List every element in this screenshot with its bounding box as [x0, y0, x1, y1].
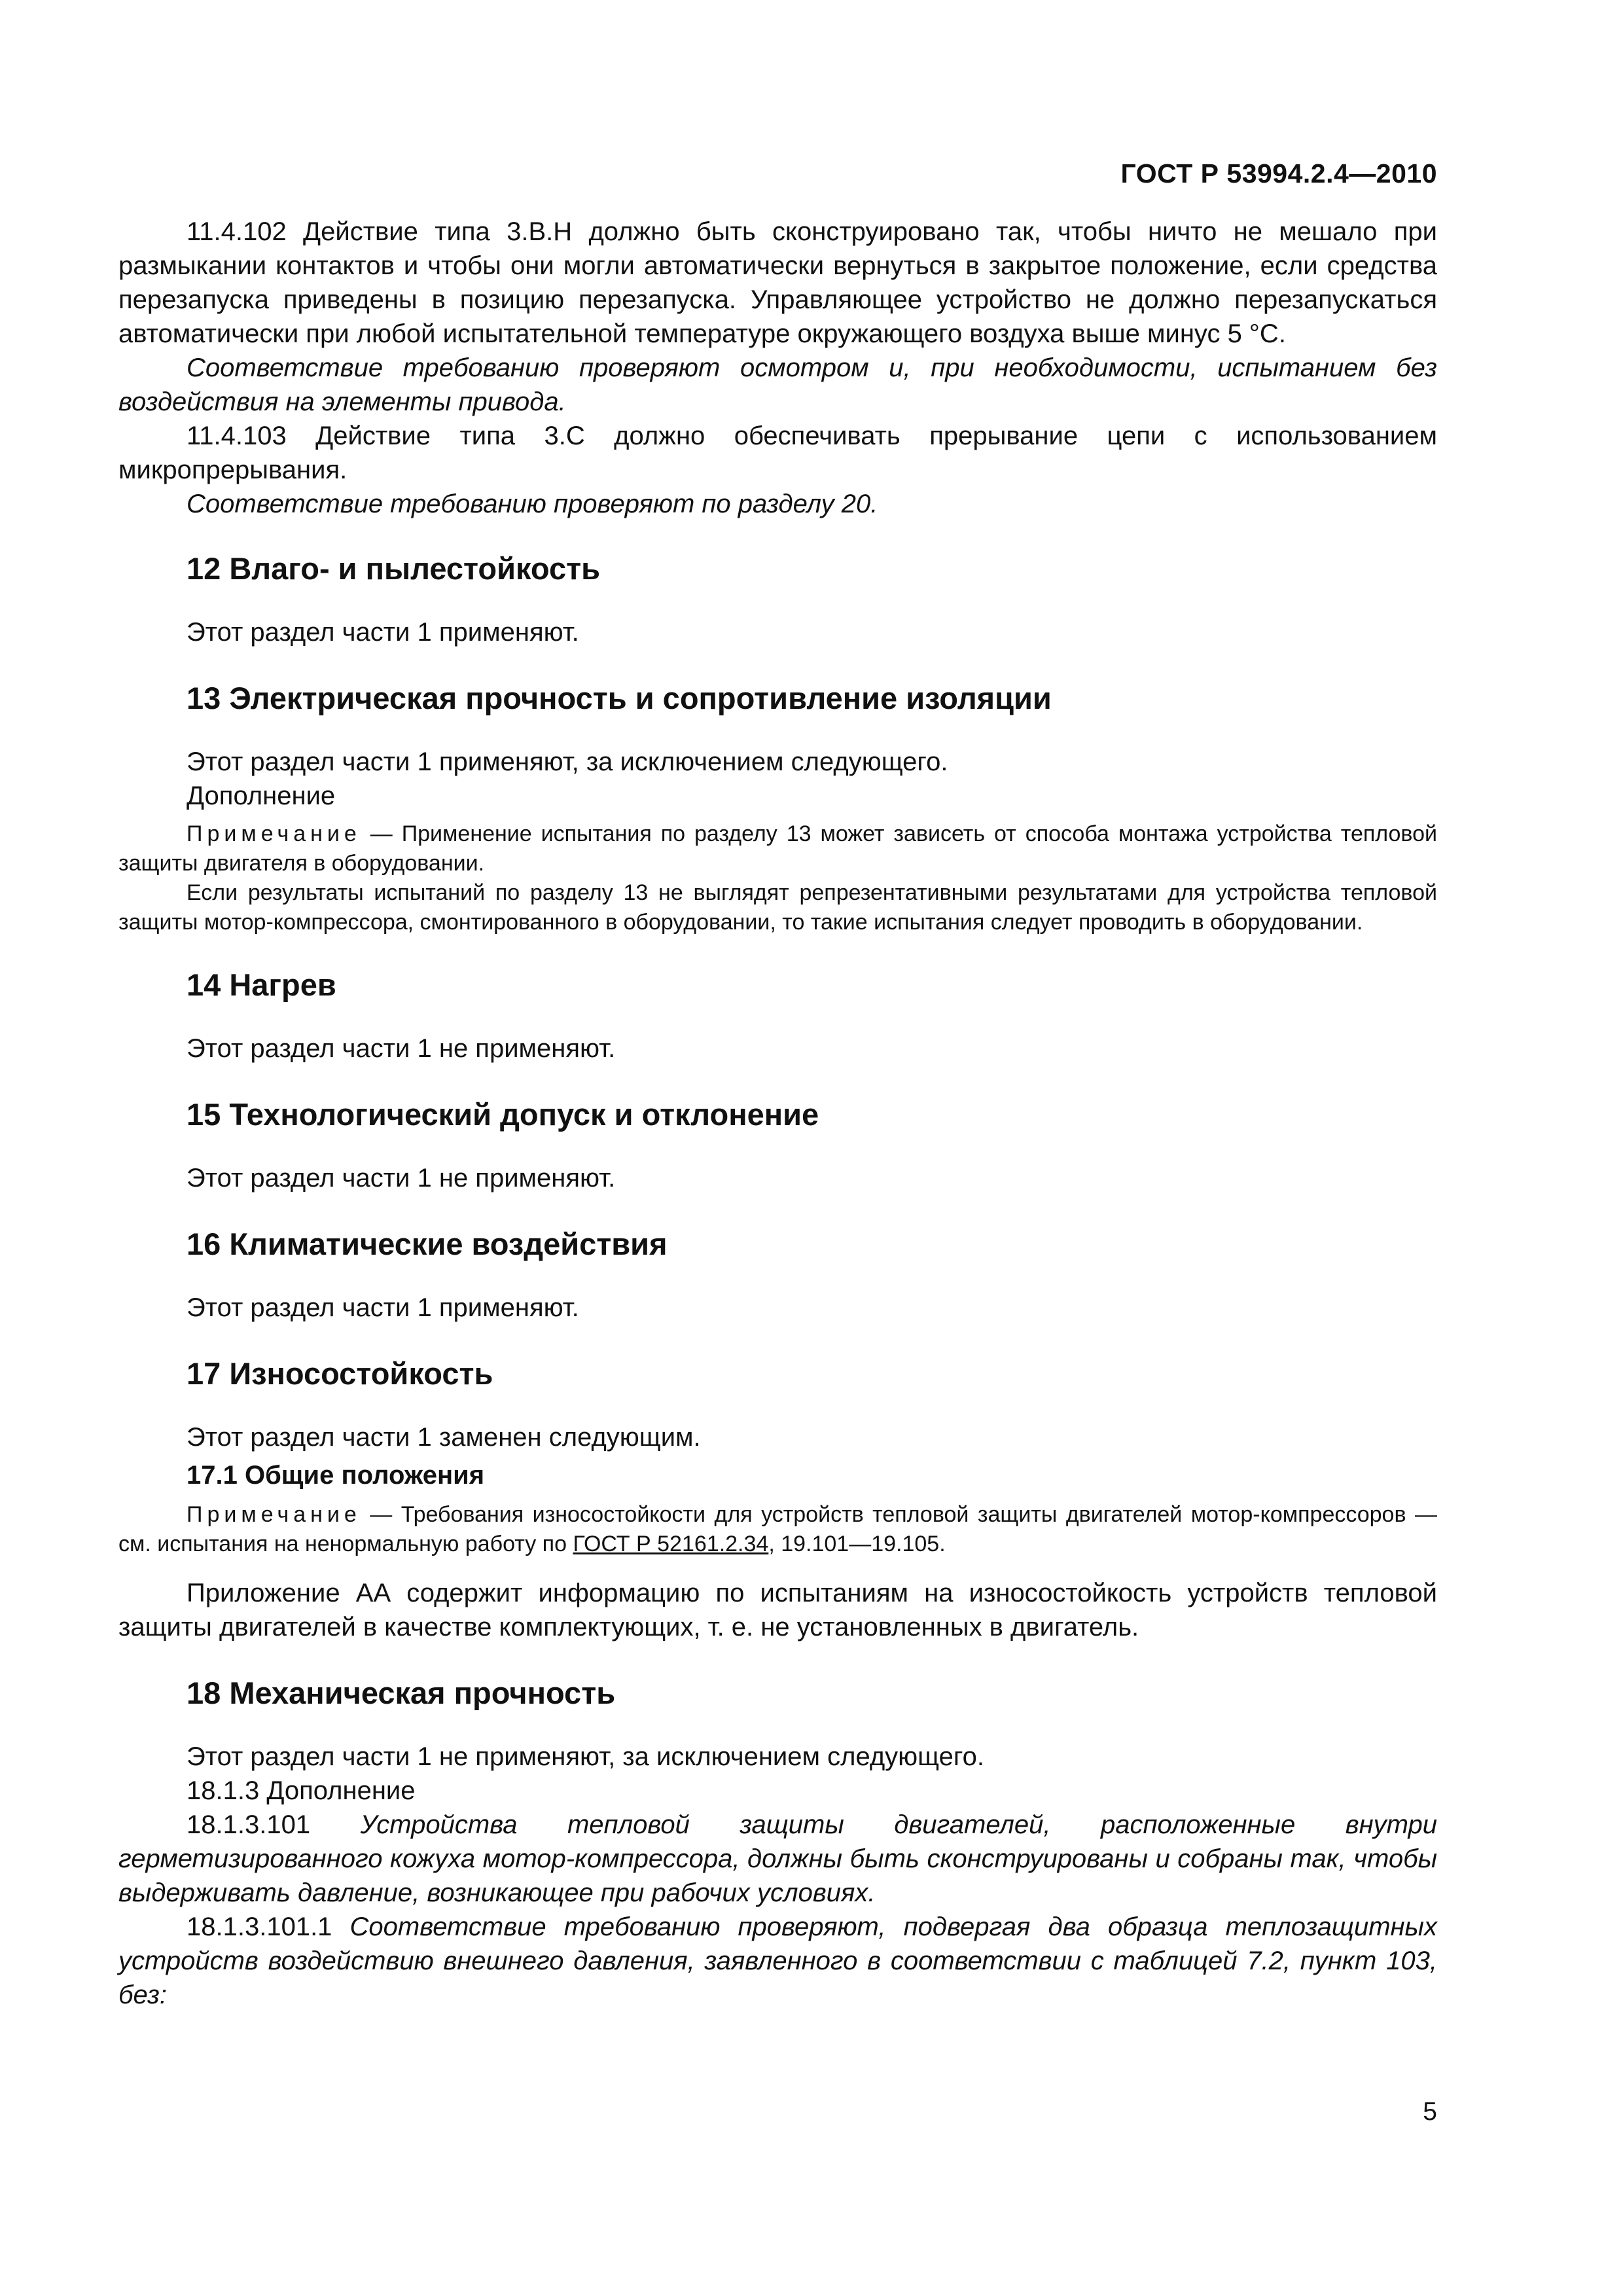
page-number: 5 — [1423, 2098, 1437, 2126]
clause-11-4-102-check: Соответствие требованию проверяют осмотром и, при необходимости, испытанием без воздействия на элементы привода. — [118, 353, 1437, 416]
note-label: Примечание — [187, 1502, 361, 1527]
section-17-annex-text: Приложение АА содержит информацию по испытаниям на износостойкость устройств тепловой защиты двигателей в качестве комплектующих, т. е. не установленных в двигатель. — [118, 1579, 1437, 1641]
clause-11-4-103: 11.4.103 Действие типа 3.С должно обеспечивать прерывание цепи с использованием микропрерывания. — [118, 422, 1437, 484]
subsection-17-1-title: 17.1 Общие положения — [187, 1461, 485, 1490]
section-18-text: Этот раздел части 1 не применяют, за исключением следующего. — [187, 1742, 984, 1771]
clause-number: 18.1.3.101 — [187, 1810, 311, 1839]
clause-18-1-3: 18.1.3 Дополнение — [187, 1776, 416, 1805]
standard-reference-link[interactable]: ГОСТ Р 52161.2.34 — [573, 1532, 769, 1556]
section-18-title: 18 Механическая прочность — [187, 1676, 616, 1710]
section-13-text: Этот раздел части 1 применяют, за исключением следующего. — [187, 747, 948, 776]
clause-text: Устройства тепловой защиты двигателей, расположенные внутри герметизированного кожуха мотор-компрессора, должны быть сконструированы и собраны так, чтобы выдерживать давление, возникающее при рабочих условиях. — [118, 1810, 1437, 1907]
clause-number: 18.1.3.101.1 — [187, 1912, 332, 1941]
section-15-text: Этот раздел части 1 не применяют. — [187, 1164, 616, 1193]
section-12-title: 12 Влаго- и пылестойкость — [187, 551, 601, 586]
clause-text: Соответствие требованию проверяют, подвергая два образца теплозащитных устройств воздействию внешнего давления, заявленного в соответствии с таблицей 7.2, пункт 103, без: — [118, 1912, 1437, 2009]
section-14-text: Этот раздел части 1 не применяют. — [187, 1034, 616, 1063]
section-13-note-continuation: Если результаты испытаний по разделу 13 не выглядят репрезентативными результатами для устройства тепловой защиты мотор-компрессора, смонтированного в оборудовании, то такие испытания следует проводить в оборудовании. — [118, 880, 1437, 935]
clause-11-4-102: 11.4.102 Действие типа 3.В.Н должно быть сконструировано так, чтобы ничто не мешало при размыкании контактов и чтобы они могли автоматически вернуться в закрытое положение, если средства перезапуска приведены в позицию перезапуска. Управляющее устройство не должно перезапускаться автоматически при любой испытательной температуре окружающего воздуха выше минус 5 °С. — [118, 217, 1437, 348]
section-13-addition: Дополнение — [187, 781, 336, 810]
note-text-end: , 19.101—19.105. — [768, 1532, 946, 1556]
section-12-text: Этот раздел части 1 применяют. — [187, 618, 579, 647]
note-text: — Требования износостойкости для устройств тепловой защиты двигателей мотор-компрессоров — см. испытания на ненормальную работу по — [118, 1502, 1437, 1556]
section-17-note — [118, 1500, 1437, 1559]
clause-18-1-3-101 — [118, 1808, 1437, 1910]
clause-11-4-103-check: Соответствие требованию проверяют по разделу 20. — [187, 490, 878, 518]
section-13-note — [118, 819, 1437, 878]
standard-header: ГОСТ Р 53994.2.4—2010 — [1120, 158, 1437, 188]
section-16-title: 16 Климатические воздействия — [187, 1227, 668, 1261]
section-17-title: 17 Износостойкость — [187, 1356, 493, 1391]
section-16-text: Этот раздел части 1 применяют. — [187, 1293, 579, 1322]
note-label: Примечание — [187, 821, 361, 846]
section-15-title: 15 Технологический допуск и отклонение — [187, 1097, 819, 1132]
page-content — [118, 215, 1437, 2012]
note-text: — Применение испытания по разделу 13 может зависеть от способа монтажа устройства тепловой защиты двигателя в оборудовании. — [118, 821, 1437, 876]
section-14-title: 14 Нагрев — [187, 967, 336, 1002]
clause-18-1-3-101-1 — [118, 1910, 1437, 2012]
section-17-text: Этот раздел части 1 заменен следующим. — [187, 1423, 701, 1452]
section-13-title: 13 Электрическая прочность и сопротивление изоляции — [187, 681, 1052, 715]
